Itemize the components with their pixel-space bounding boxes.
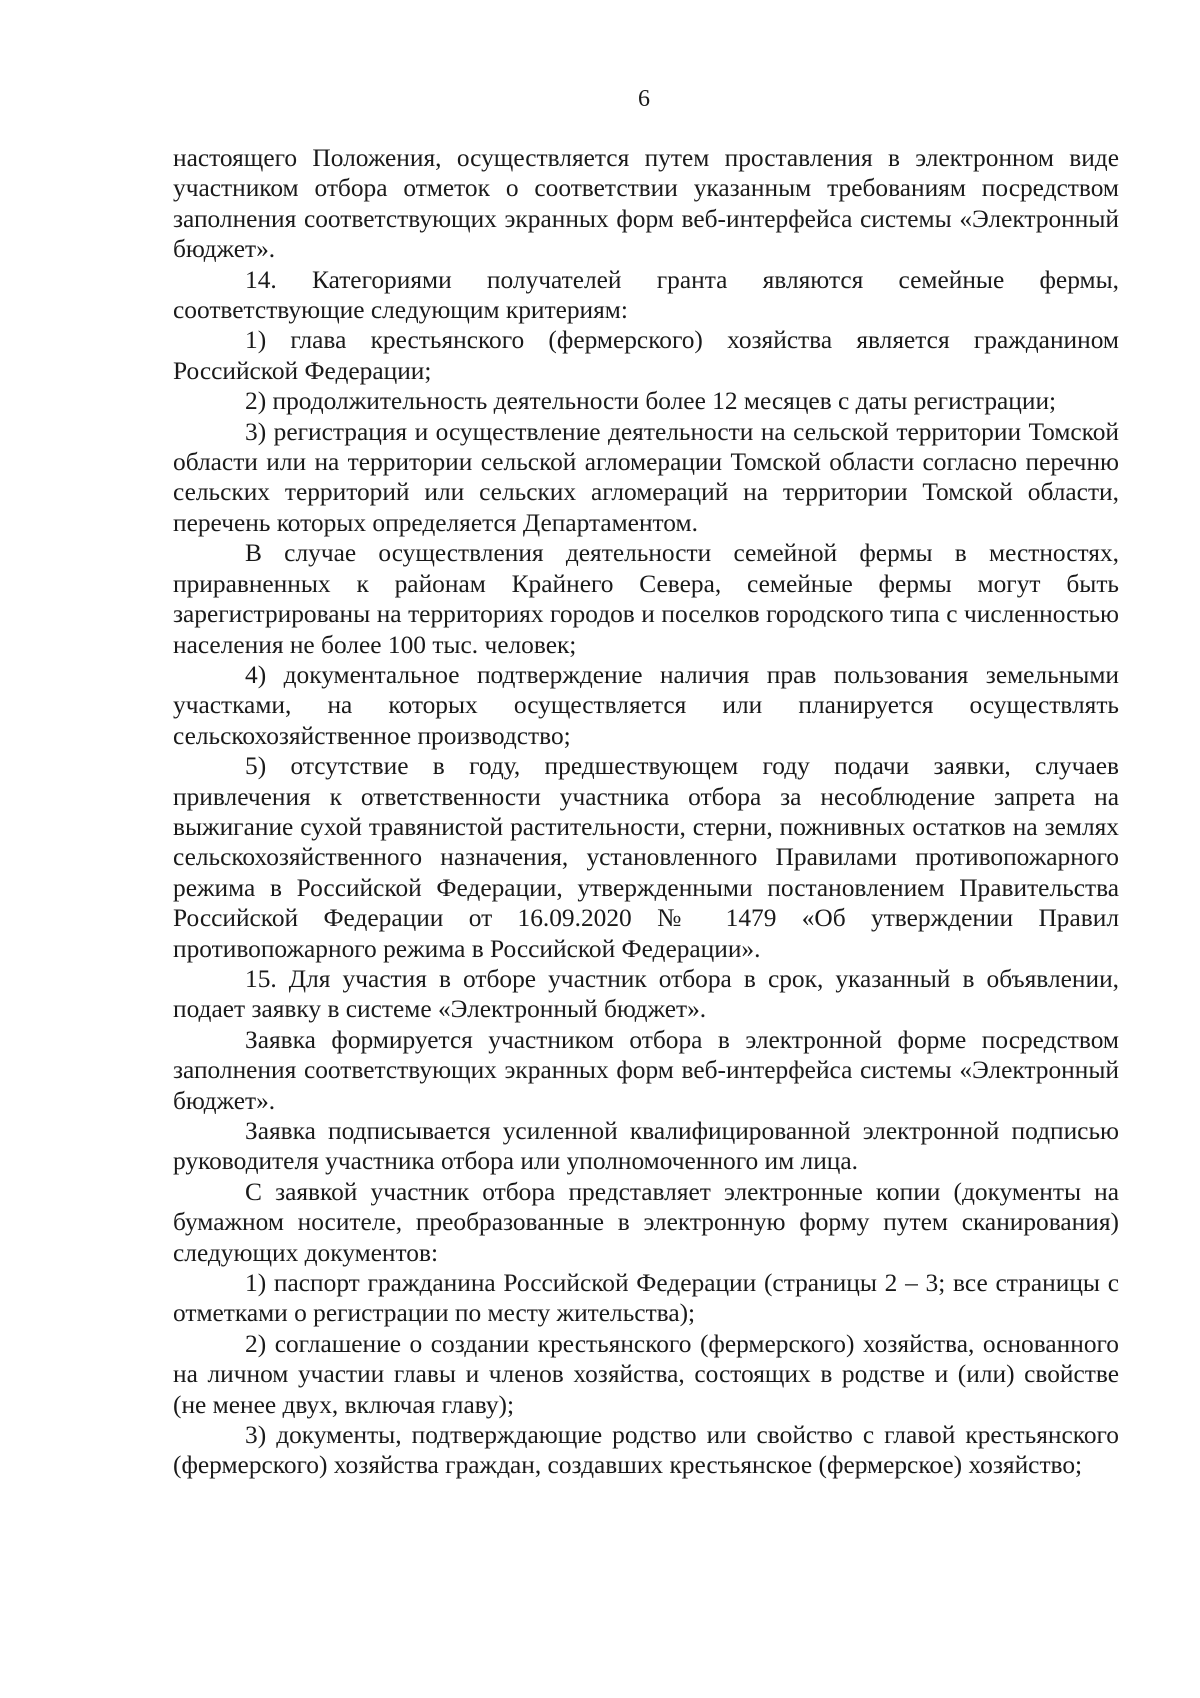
paragraph: 4) документальное подтверждение наличия прав пользования земельными участками, на которых осуществляется или планируется осуществлять сельскохозяйственное производство; — [173, 660, 1119, 750]
paragraph: настоящего Положения, осуществляется путем проставления в электронном виде участником отбора отметок о соответствии указанным требованиям посредством заполнения соответствующих экранных форм веб-интерфейса системы «Электронный бюджет». — [173, 144, 1119, 264]
paragraph: Заявка формируется участником отбора в электронной форме посредством заполнения соответствующих экранных форм веб-интерфейса системы «Электронный бюджет». — [173, 1025, 1119, 1115]
paragraph: 15. Для участия в отборе участник отбора в срок, указанный в объявлении, подает заявку в системе «Электронный бюджет». — [173, 964, 1119, 1024]
paragraph: 3) документы, подтверждающие родство или свойство с главой крестьянского (фермерского) хозяйства граждан, создавших крестьянское (фермерское) хозяйство; — [173, 1421, 1119, 1480]
paragraph: Заявка подписывается усиленной квалифицированной электронной подписью руководителя участника отбора или уполномоченного им лица. — [173, 1117, 1119, 1176]
document-body — [173, 143, 1119, 1481]
paragraph: В случае осуществления деятельности семейной фермы в местностях, приравненных к районам Крайнего Севера, семейные фермы могут быть зарегистрированы на территориях городов и поселков городского типа с численностью населения не более 100 тыс. человек; — [173, 539, 1119, 659]
paragraph: 14. Категориями получателей гранта являются семейные фермы, соответствующие следующим критериям: — [173, 265, 1119, 325]
page-number: 6 — [638, 86, 650, 112]
paragraph: 2) соглашение о создании крестьянского (фермерского) хозяйства, основанного на личном участии главы и членов хозяйства, состоящих в родстве и (или) свойстве (не менее двух, включая главу); — [173, 1329, 1119, 1419]
paragraph: 3) регистрация и осуществление деятельности на сельской территории Томской области или на территории сельской агломерации Томской области согласно перечню сельских территорий или сельских агломераций на территории Томской области, перечень которых определяется Департаментом. — [173, 417, 1119, 537]
paragraph: 1) глава крестьянского (фермерского) хозяйства является гражданином Российской Федерации; — [173, 326, 1119, 385]
paragraph: 1) паспорт гражданина Российской Федерации (страницы 2 – 3; все страницы с отметками о регистрации по месту жительства); — [173, 1269, 1119, 1328]
paragraph: С заявкой участник отбора представляет электронные копии (документы на бумажном носителе, преобразованные в электронную форму путем сканирования) следующих документов: — [173, 1177, 1119, 1267]
paragraph: 5) отсутствие в году, предшествующем году подачи заявки, случаев привлечения к ответственности участника отбора за несоблюдение запрета на выжигание сухой травянистой растительности, стерни, пожнивных остатков на землях сельскохозяйственного назначения, установленного Правилами противопожарного режима в Российской Федерации, утвержденными постановлением Правительства Российской Федерации от 16.09.2020 № 1479 «Об утверждении Правил противопожарного режима в Российской Федерации». — [173, 752, 1119, 963]
paragraph: 2) продолжительность деятельности более 12 месяцев с даты регистрации; — [245, 387, 1057, 416]
